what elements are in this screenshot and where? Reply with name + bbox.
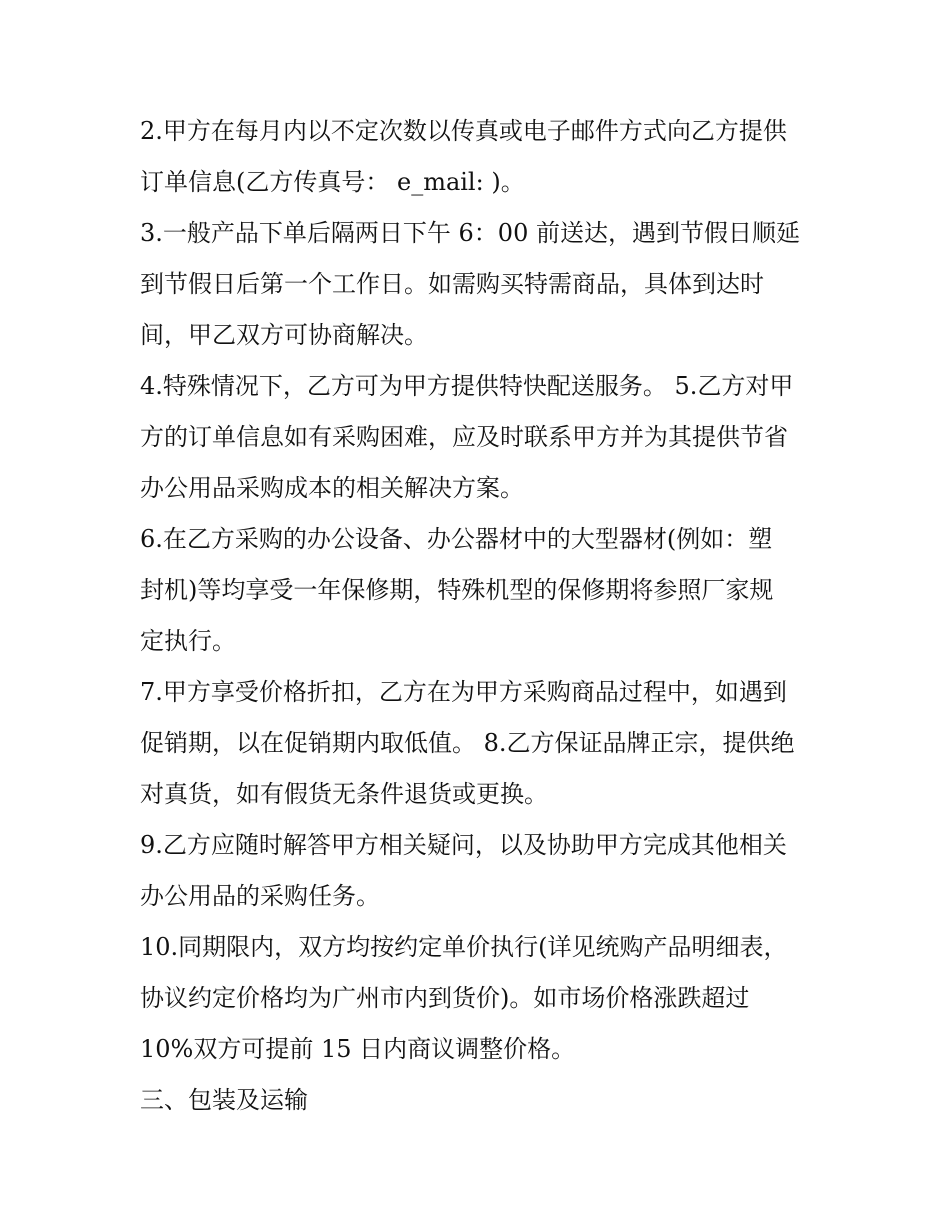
text-line: 间，甲乙双方可协商解决。	[140, 321, 428, 349]
section-heading: 三、包装及运输	[140, 1086, 308, 1114]
text-line: 订单信息(乙方传真号： e_mail: )。	[140, 168, 525, 196]
text-line: 3.一般产品下单后隔两日下午 6：00 前送达，遇到节假日顺延	[140, 219, 800, 247]
text-line: 定执行。	[140, 627, 236, 655]
text-line: 10.同期限内，双方均按约定单价执行(详见统购产品明细表，	[140, 933, 788, 961]
text-line: 协议约定价格均为广州市内到货价)。如市场价格涨跌超过	[140, 984, 750, 1012]
text-line: 封机)等均享受一年保修期，特殊机型的保修期将参照厂家规	[140, 576, 774, 604]
text-line: 4.特殊情况下，乙方可为甲方提供特快配送服务。 5.乙方对甲	[140, 372, 794, 400]
text-line: 办公用品采购成本的相关解决方案。	[140, 474, 524, 502]
document-body	[140, 106, 820, 1126]
text-line: 到节假日后第一个工作日。如需购买特需商品，具体到达时	[140, 270, 764, 298]
text-line: 2.甲方在每月内以不定次数以传真或电子邮件方式向乙方提供	[140, 117, 787, 145]
text-line: 9.乙方应随时解答甲方相关疑问，以及协助甲方完成其他相关	[140, 831, 787, 859]
text-line: 6.在乙方采购的办公设备、办公器材中的大型器材(例如：塑	[140, 525, 773, 553]
text-line: 促销期，以在促销期内取低值。 8.乙方保证品牌正宗，提供绝	[140, 729, 795, 757]
text-line: 7.甲方享受价格折扣，乙方在为甲方采购商品过程中，如遇到	[140, 678, 787, 706]
text-line: 10%双方可提前 15 日内商议调整价格。	[140, 1035, 576, 1063]
text-line: 办公用品的采购任务。	[140, 882, 380, 910]
text-line: 对真货，如有假货无条件退货或更换。	[140, 780, 548, 808]
text-line: 方的订单信息如有采购困难，应及时联系甲方并为其提供节省	[140, 423, 788, 451]
